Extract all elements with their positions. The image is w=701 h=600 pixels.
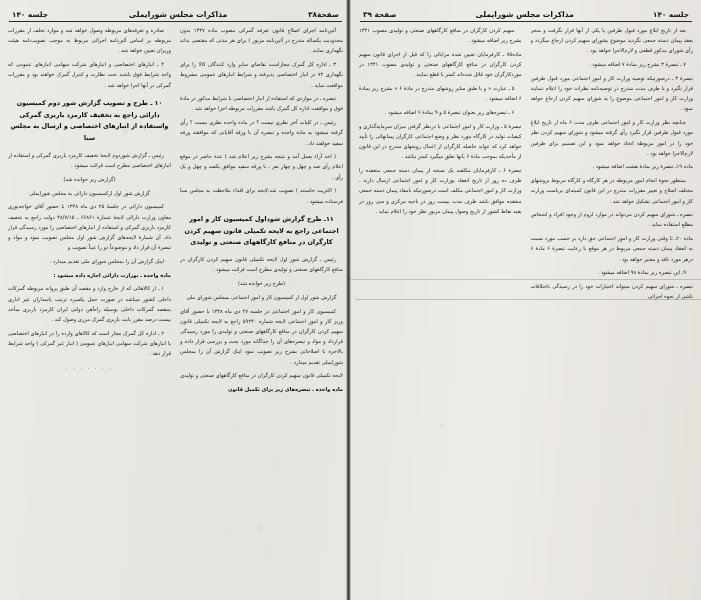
paragraph: چنانچه نظر وزارت کار و امور اجتماعی ظرف مدت ۶ ماه از تاریخ ابلاغ مورد قبول طرفین قرار نگیرد رأی گرفته میشود و شورای سهیم کردن نظر خود را در امور مربوطه اتخاذ خواهد نمود و این تصمیم برای طرفین لازم‌الاجرا خواهد بود . bbox=[530, 120, 693, 157]
paragraph: اینک گزارش آن را بمجلس شورای ملی تقدیم میدارد . bbox=[49, 258, 164, 265]
article-paragraph: مادة واحده ـ بوزارت دارائی اجازه داده میشود : bbox=[53, 272, 171, 279]
article-paragraph: ماده۷۵ ـ کارفرمایان تعیین شده مزایائی را که قبل از اجرای قانون سهیم کردن کارگران در منافع کارگاههای صنعتی و تولیدی مصوب ۱۳۴۱ در موردکارگران خود قائل شده‌اند کمتر یا قطع نمایند . bbox=[359, 51, 522, 79]
section-heading-10: ۱۰ ـ طرح و تصویب گزارش شور دوم کمیسیون دارائی راجع به تخفیف کارمزد باربری گمرکی واستفاده از انبارهای اختصاصی و ارسال به مجلس سنا bbox=[10, 98, 169, 143]
paragraph: کمیسیون دارائی در جلسهٔ ۲۵ دی ماه ۱۳۴۸ با حضور آقای خواجه‌نوری معاون وزارت دارائی لایحهٔ شمارهٔ ۶۶۸۶۱ ـ ۴۸/۷/۱۵ دولت راجع به تخفیف کارمزد باربری گمرکی و استفاده از انبارهای اختصاصی را مورد رسیدگی قرار داد. آن شمارهٔ لایحه‌های گزارش شور اول مجلس تصویب نمود و مواد و تبصرهٔ آن قرار داد و موضوعاً دو را عیناً تصویب و bbox=[8, 204, 171, 252]
stage-direction: (گزارش زیر خوانده شد) bbox=[63, 177, 116, 183]
committee-report-heading: گزارش شور اول ازکمیسیون دارائی به مجلس شورایملی bbox=[29, 190, 150, 197]
article-paragraph: ماده ۲۰ـ تا وقتی وزارت کار و امور اجتماعی حق دارد بر حسب مورد نسبت به انعقاد پیمان دسته جمعی مربوط در هر موقع با رعایت تبصرهٔ ۶ مادهٔ ۶ درهر مورد نافذ و معتبر خواهد بود . bbox=[530, 236, 693, 263]
clause-paragraph: ۳ ـ اداره کل گمرک مجازاست تقاضای سایر وارد کنندگان کالا را برای نگهداری ۷۲ در انبار اختصاصی پذیرفته و شرایط انبارهای عمومی مشروط مواقعت نماید . bbox=[180, 62, 343, 89]
clause-paragraph: ۵ ـ عبارت « و با طبق سایر روشهای مندرج در مادهٔ ۶ » بشرح زیر بمادهٔ ۶ اضافه میشود . bbox=[359, 86, 522, 103]
section-heading-11: ۱۱ـ طرح گزارش شوداول کمیسیون کار و امور اجتماعی راجع به لایحه تکمیلی قانون سهیم کردن کارگران در منافع کارگاههای صنعتی و تولیدی bbox=[184, 214, 339, 247]
right-page-left-column bbox=[180, 26, 343, 586]
paragraph: بعد از تاریخ ابلاغ مورد قبول طرفین یا یکی از آنها قرار نگرفت و منجر بعقد پیمان دسته جمعی نگردید موضوع بشورای سهیم کردن ارجاع میگردد و رأی شورای مذکور قطعی و لازم‌الاجرا خواهد بود . bbox=[530, 28, 693, 55]
speech-paragraph: رئیس ـ گزارش شور اول لایحه تکمیلی قانون سهیم کردن کارگران در منافع کارگاههای صنعتی و تولیدی مطرح است قرائت میشود . bbox=[180, 257, 343, 274]
note-paragraph: تبصرهٔ ۳ ـ درصورتیکه توصیه وزارت کار و امور اجتماعی مورد قبول طرفین قرار نگیرد و یا طرف مدت مندرج در توصیه‌نامه نظرات خود را اعلام ننمایند وزارت کار و امور اجتماعی موضوع را به شورای سهیم کردن ارجاع خواهد نمود . bbox=[530, 75, 693, 113]
right-page-session-number: جلسه ۱۴۰ bbox=[12, 10, 49, 19]
note-paragraph: تبصره ـ شورای سهیم کردن می‌تواند در موارد لزوم از وجود افراد و اشخاص مطلع استفاده نماید . bbox=[530, 212, 693, 229]
committee-report-heading: گزارش شور اول از کمیسیون کار و امور اجتماعی بمجلس شورای ملی bbox=[186, 294, 337, 301]
right-page-header-rule bbox=[9, 21, 342, 22]
paragraph: صادره و تعرفه‌های مربوطه وصول خواهد شد و موارد تخلف از مقررات مربوطه بر اساس آئین‌نامه اجرائی مربوط به موجب تصویب‌نامه هیئت وزیران تعیین خواهد شد . bbox=[8, 28, 171, 55]
speech-paragraph: رئیس ـ در کلیات آخر نظری نیست ؟ در ماده واحده نظری نیست ؟ رأی گرفته میشود به ماده واحده و تبصره آن با ورقه آقایانی که موافقند ورقه سفید خواهند داد . bbox=[180, 120, 343, 147]
paragraph: ۴ ـ انبارهای اختصاصی و انبارهای شرکت سهامی انبارهای عمومی که واجد شرایط فوق باشند تحت نظارت و کنترل گمرک خواهند بود و مقررات گمرکی در آنها اجرا خواهد شد . bbox=[8, 62, 171, 89]
clause-paragraph: ۹ـ این تبصره زیر بمادهٔ ۹۸ اضافه میشود . bbox=[597, 270, 686, 277]
right-page-publication-title: مذاکرات مجلس شورایملی bbox=[128, 10, 228, 19]
note-paragraph: تبصره ـ شورای سهیم کردن میتواند اختیارات خود را در رسیدگی باختلافات ناشی از نحوه اجرائی bbox=[530, 283, 693, 301]
article-paragraph: ماده واحده ـ تبصره‌های زیر برای تکمیل قانون bbox=[228, 387, 343, 394]
left-page-left-column bbox=[531, 26, 694, 586]
stage-direction: (طرح زیر خوانده شد) bbox=[238, 281, 285, 288]
clause-paragraph: ۷ ـ تبصرهٔ ۳ بشرح زیر بمادهٔ ۷ اضافه میشود . bbox=[588, 62, 686, 69]
speech-paragraph: رئیس ـ گزارش شوردوم لایحهٔ تخفیف کارمزد باربری گمرکی و استفاده از انبارهای اختصاصی مطرح است قرائت میشود . bbox=[8, 153, 171, 170]
left-page-header-rule bbox=[360, 21, 692, 22]
left-page-header bbox=[359, 10, 693, 21]
book-binding-gutter bbox=[346, 0, 351, 600]
right-page-right-column bbox=[8, 26, 171, 586]
section-divider-dots: · · · · · · · bbox=[66, 366, 113, 373]
bill-title: لایحه تکمیلی قانون سهیم کردن کارگران در منافع کارگاههای صنعتی و تولیدی bbox=[180, 373, 343, 380]
note-paragraph: تبصرهٔ ۵ ـ وزارت کار و امور اجتماعی با درنظر گرفتن میزان سرمایه‌گذاری و کیفیات تولید در کارگاه مورد نظر و وضع اجتماعی کارگران پیمانهائی را تأیید خواهد کرد که عواید حاصله کارگران از اعمال روشهای مندرج در این قانون از مأخذیکه بموجب مادهٔ ۶ بآنها تعلق میگیرد کمتر نباشد . bbox=[359, 123, 522, 161]
clause-paragraph: ۲ ـ اداره کل گمرک مجاز است که کالاهای وارده را در انبارهای اختصاصی یا انبارهای شرکت سهامی انبارهای عمومی ( انبار غیر گمرکی ) واجد شرایط قرار دهد . bbox=[8, 330, 171, 358]
paragraph: کمیسیون کار و امور اجتماعی در جلسه ۲۷ دی ماه ۱۳۴۸ با حضور آقای وزیر کار و امور اجتماعی لایحه شماره ۵۹۲۴۰ راجع به لایحه تکمیلی قانون سهیم کردن کارگران در منافع کارگاههای صنعتی و تولیدی را مورد رسیدگی قرارداد و مواد و تبصره‌های آن را جداگانه مورد بحث و بررسی قرار داده و بالاخره با اصلاحاتی بشرح زیر تصویب نمود اینک گزارش آن را بمجلس شورایملی تقدیم میدارد . bbox=[180, 308, 343, 366]
left-page-session-number: جلسه ۱۴۰ bbox=[652, 10, 689, 19]
article-paragraph: ماده ۱۹ـ تبصرهٔ زیر بمادهٔ هشت اضافه میشود . bbox=[592, 164, 693, 171]
paragraph: سهیم کردن کارگران در منافع کارگاههای صنعتی و تولیدی مصوب ۱۳۴۱ بشرح زیر اضافه میشود . bbox=[359, 28, 522, 45]
paragraph: بمنظور نحوهٔ انجام امور مربوطه در هر کارگاه و کارگاه مربوط بروشهای مختلف اصلاح و تغییر مقررات مندرج در این قانون کمیته‌ای بریاست وزارت کار و امور اجتماعی تشکیل خواهد شد . bbox=[530, 178, 693, 205]
paragraph: آئین‌نامه اجرای اصلاح قانون تعرفه گمرکی مصوب ماده ۱۳۳۷ بدون محدودیت یکساله مندرج در آئین‌نامه مزبور ) برای هر مدتی که مقتضی بداند نگهداری نمایند . bbox=[180, 28, 343, 55]
left-page-columns bbox=[359, 26, 693, 586]
left-page-publication-title: مذاکرات مجلس شورایملی bbox=[475, 10, 574, 19]
right-page-header bbox=[8, 10, 343, 21]
clause-paragraph: ۶ ـ تبصره‌های زیر بعنوان تبصرهٔ ۵ و ۹ بمادهٔ ۶ اضافه میشود . bbox=[384, 109, 515, 116]
right-page-columns bbox=[8, 26, 343, 586]
left-page-right-column bbox=[359, 26, 522, 586]
clause-paragraph: ۱ ـ از کالاهائی که از خارج وارد و مقصد آن طبق پروانه مربوطه گمرکات داخلی کشور میباشد در صورت حمل یکسره ترتیب پاسداران غیر اداری بمقصد گمرکات داخلی بوسیله راه‌آهن دولتی ایران کارمزد باربری بمأخذ بیست درصد مقرر بابت باربری گمرک مرزی وصول کند . bbox=[8, 286, 171, 323]
left-page bbox=[351, 0, 701, 600]
vote-result-paragraph: ( اخذ آراء بعمل آمد و نتیجه بشرح زیر اعلام شد ) عدهٔ حاضر در موقع اعلام رأی صد و چهل و چهار نفر ، با ورقه سفید موافق یکصد و چهل و یک رأی . bbox=[180, 154, 343, 181]
right-page-number: صفحة۳۸ bbox=[308, 10, 339, 19]
note-paragraph: تبصرهٔ ۶ ـ کارفرمایان مکلفند یک نسخه از پیمان دسته جمعی منعقده را ظرف ده روز از تاریخ انعقاد بوزارت کار و امور اجتماعی ارسال دارند . وزارت کار و امور اجتماعی مکلف است درصورتیکه بامفاد پیمان دسته جمعی منعقده موافق باشد ظرف مدت بیست روز در ناحیه مرکزی و سی روز در بقیه نقاط کشور از تاریخ وصول پیمان مزبور نظر خود را اعلام نماید . bbox=[359, 167, 522, 215]
left-page-number: صفحة ۳۹ bbox=[363, 10, 397, 19]
vote-outcome-paragraph: ( اکثریت خاستند ) تصویب شد.لایحه برای اقداء ملاحظت به مجلس سنا فرستاده میشود . bbox=[180, 188, 343, 205]
note-paragraph: تبصره ـ در مواردی که استفاده از انبار اختصاصی با شرایط مذکور در مادهٔ فوق و موافقت اداره کل گمرک باشد مقررات مربوطه اجرا خواهد شد . bbox=[180, 96, 343, 113]
